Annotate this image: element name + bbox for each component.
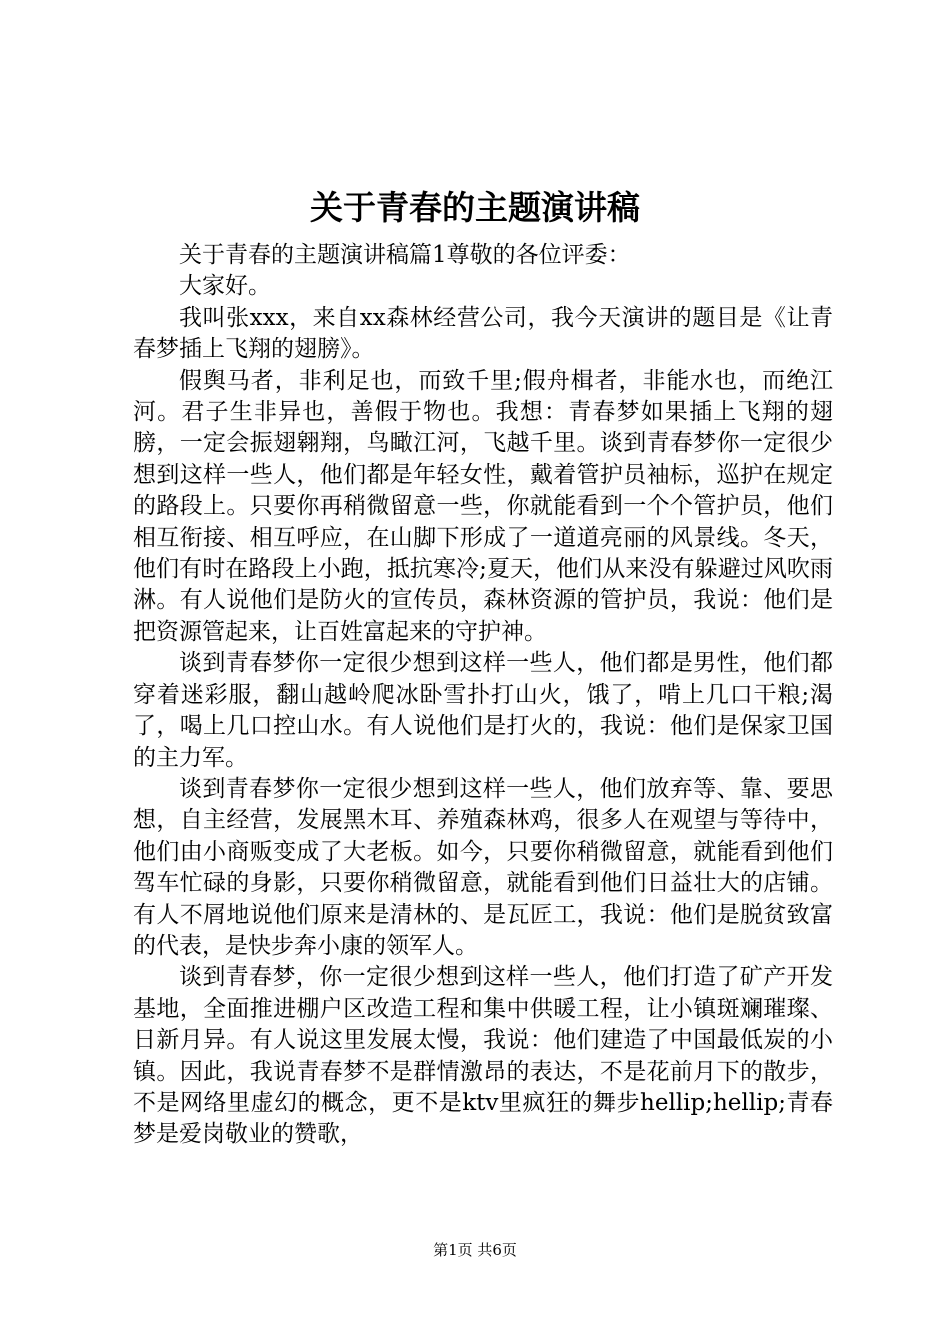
page-footer: 第1页 共6页 bbox=[433, 1241, 517, 1259]
paragraph: 谈到青春梦你一定很少想到这样一些人，他们都是男性，他们都穿着迷彩服，翻山越岭爬冰卧雪扑打山火，饿了，啃上几口干粮;渴了，喝上几口控山水。有人说他们是打火的，我说：他们是保家卫国的主力军。 bbox=[133, 650, 833, 771]
paragraph: 关于青春的主题演讲稿篇1尊敬的各位评委： bbox=[179, 242, 631, 268]
paragraph: 大家好。 bbox=[179, 273, 271, 300]
paragraph: 我叫张xxx，来自xx森林经营公司，我今天演讲的题目是《让青春梦插上飞翔的翅膀》。 bbox=[133, 304, 833, 363]
paragraph: 假舆马者，非利足也，而致千里;假舟楫者，非能水也，而绝江河。君子生非异也，善假于物也。我想：青春梦如果插上飞翔的翅膀，一定会振翅翱翔，鸟瞰江河，飞越千里。谈到青春梦你一定很少想到这样一些人，他们都是年轻女性，戴着管护员袖标，巡护在规定的路段上。只要你再稍微留意一些，你就能看到一个个管护员，他们相互衔接、相互呼应，在山脚下形成了一道道亮丽的风景线。冬天，他们有时在路段上小跑，抵抗寒冷;夏天，他们从来没有躲避过风吹雨淋。有人说他们是防火的宣传员，森林资源的管护员，我说：他们是把资源管起来，让百姓富起来的守护神。 bbox=[133, 367, 833, 645]
paragraph: 谈到青春梦你一定很少想到这样一些人，他们放弃等、靠、要思想，自主经营，发展黑木耳、养殖森林鸡，很多人在观望与等待中，他们由小商贩变成了大老板。如今，只要你稍微留意，就能看到他们驾车忙碌的身影，只要你稍微留意，就能看到他们日益壮大的店铺。有人不屑地说他们原来是清林的、是瓦匠工，我说：他们是脱贫致富的代表，是快步奔小康的领军人。 bbox=[133, 775, 833, 959]
document-body bbox=[133, 240, 833, 1151]
document-title: 关于青春的主题演讲稿 bbox=[310, 188, 640, 227]
paragraph: 谈到青春梦，你一定很少想到这样一些人，他们打造了矿产开发基地，全面推进棚户区改造工程和集中供暖工程，让小镇斑斓璀璨、日新月异。有人说这里发展太慢，我说：他们建造了中国最低炭的小镇。因此，我说青春梦不是群情激昂的表达，不是花前月下的散步，不是网络里虚幻的概念，更不是ktv里疯狂的舞步hellip;hellip;青春梦是爱岗敬业的赞歌， bbox=[133, 964, 833, 1148]
